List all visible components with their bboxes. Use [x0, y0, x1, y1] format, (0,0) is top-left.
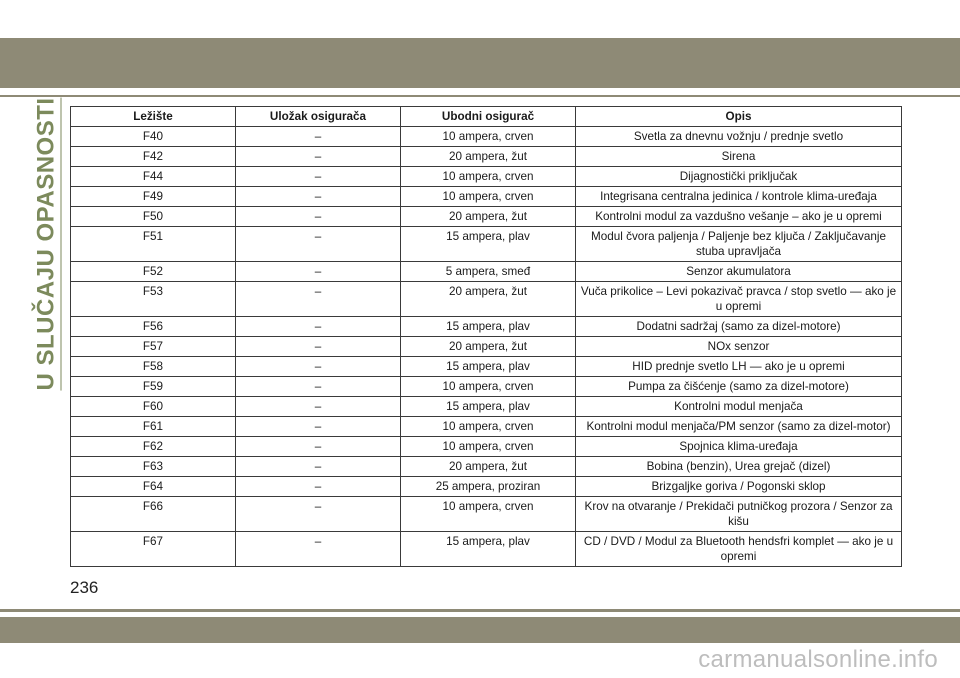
cell-slot: F59 — [71, 377, 236, 397]
cell-description: Bobina (benzin), Urea grejač (dizel) — [576, 457, 902, 477]
table-row — [71, 187, 902, 207]
cell-blade-fuse: 15 ampera, plav — [401, 532, 576, 567]
cell-description: NOx senzor — [576, 337, 902, 357]
header-ulozak: Uložak osigurača — [236, 107, 401, 127]
cell-cartridge: – — [236, 187, 401, 207]
cell-description: Vuča prikolice – Levi pokazivač pravca / stop svetlo — ako je u opremi — [576, 282, 902, 317]
cell-description: Modul čvora paljenja / Paljenje bez ključa / Zaključavanje stuba upravljača — [576, 227, 902, 262]
cell-cartridge: – — [236, 317, 401, 337]
cell-cartridge: – — [236, 377, 401, 397]
cell-slot: F52 — [71, 262, 236, 282]
cell-description: Sirena — [576, 147, 902, 167]
table-row — [71, 377, 902, 397]
cell-description: Kontrolni modul menjača/PM senzor (samo za dizel-motor) — [576, 417, 902, 437]
table-row — [71, 397, 902, 417]
cell-cartridge: – — [236, 497, 401, 532]
cell-cartridge: – — [236, 207, 401, 227]
cell-blade-fuse: 20 ampera, žut — [401, 147, 576, 167]
cell-cartridge: – — [236, 282, 401, 317]
table-row — [71, 147, 902, 167]
cell-cartridge: – — [236, 457, 401, 477]
cell-blade-fuse: 20 ampera, žut — [401, 457, 576, 477]
fuse-table — [70, 106, 902, 567]
cell-cartridge: – — [236, 357, 401, 377]
cell-slot: F49 — [71, 187, 236, 207]
cell-cartridge: – — [236, 147, 401, 167]
cell-description: Svetla za dnevnu vožnju / prednje svetlo — [576, 127, 902, 147]
cell-blade-fuse: 20 ampera, žut — [401, 282, 576, 317]
cell-description: Kontrolni modul menjača — [576, 397, 902, 417]
footer-band — [0, 617, 960, 643]
cell-blade-fuse: 15 ampera, plav — [401, 227, 576, 262]
cell-slot: F62 — [71, 437, 236, 457]
cell-slot: F63 — [71, 457, 236, 477]
cell-cartridge: – — [236, 397, 401, 417]
cell-description: Dodatni sadržaj (samo za dizel-motore) — [576, 317, 902, 337]
cell-blade-fuse: 20 ampera, žut — [401, 337, 576, 357]
table-row — [71, 357, 902, 377]
cell-slot: F44 — [71, 167, 236, 187]
table-row — [71, 262, 902, 282]
cell-blade-fuse: 10 ampera, crven — [401, 187, 576, 207]
table-row — [71, 497, 902, 532]
cell-blade-fuse: 10 ampera, crven — [401, 377, 576, 397]
table-row — [71, 127, 902, 147]
cell-blade-fuse: 20 ampera, žut — [401, 207, 576, 227]
cell-slot: F67 — [71, 532, 236, 567]
header-band — [0, 38, 960, 88]
cell-slot: F57 — [71, 337, 236, 357]
cell-blade-fuse: 10 ampera, crven — [401, 127, 576, 147]
table-row — [71, 337, 902, 357]
cell-description: HID prednje svetlo LH — ako je u opremi — [576, 357, 902, 377]
table-row — [71, 282, 902, 317]
cell-blade-fuse: 10 ampera, crven — [401, 417, 576, 437]
footer-rule — [0, 609, 960, 612]
cell-slot: F50 — [71, 207, 236, 227]
cell-description: Pumpa za čišćenje (samo za dizel-motore) — [576, 377, 902, 397]
cell-slot: F56 — [71, 317, 236, 337]
cell-blade-fuse: 10 ampera, crven — [401, 497, 576, 532]
cell-description: Krov na otvaranje / Prekidači putničkog prozora / Senzor za kišu — [576, 497, 902, 532]
header-opis: Opis — [576, 107, 902, 127]
cell-slot: F60 — [71, 397, 236, 417]
header-ubodni: Ubodni osigurač — [401, 107, 576, 127]
table-body — [71, 127, 902, 567]
cell-description: Kontrolni modul za vazdušno vešanje – ako je u opremi — [576, 207, 902, 227]
cell-slot: F53 — [71, 282, 236, 317]
cell-description: CD / DVD / Modul za Bluetooth hendsfri komplet — ako je u opremi — [576, 532, 902, 567]
cell-blade-fuse: 5 ampera, smeđ — [401, 262, 576, 282]
table-row — [71, 317, 902, 337]
cell-cartridge: – — [236, 417, 401, 437]
cell-description: Dijagnostički priključak — [576, 167, 902, 187]
cell-blade-fuse: 10 ampera, crven — [401, 167, 576, 187]
table-row — [71, 417, 902, 437]
cell-slot: F42 — [71, 147, 236, 167]
cell-cartridge: – — [236, 477, 401, 497]
cell-description: Integrisana centralna jedinica / kontrole klima-uređaja — [576, 187, 902, 207]
header-lezište: Ležište — [71, 107, 236, 127]
cell-cartridge: – — [236, 262, 401, 282]
table-row — [71, 227, 902, 262]
cell-cartridge: – — [236, 532, 401, 567]
cell-cartridge: – — [236, 167, 401, 187]
cell-blade-fuse: 15 ampera, plav — [401, 357, 576, 377]
cell-description: Spojnica klima-uređaja — [576, 437, 902, 457]
table-row — [71, 207, 902, 227]
table-row — [71, 437, 902, 457]
cell-description: Brizgaljke goriva / Pogonski sklop — [576, 477, 902, 497]
cell-slot: F64 — [71, 477, 236, 497]
cell-slot: F66 — [71, 497, 236, 532]
cell-blade-fuse: 25 ampera, proziran — [401, 477, 576, 497]
table-row — [71, 477, 902, 497]
cell-blade-fuse: 15 ampera, plav — [401, 397, 576, 417]
table-row — [71, 532, 902, 567]
cell-blade-fuse: 15 ampera, plav — [401, 317, 576, 337]
table-header-row — [71, 107, 902, 127]
cell-slot: F61 — [71, 417, 236, 437]
table-row — [71, 167, 902, 187]
cell-slot: F51 — [71, 227, 236, 262]
cell-blade-fuse: 10 ampera, crven — [401, 437, 576, 457]
cell-slot: F40 — [71, 127, 236, 147]
table-row — [71, 457, 902, 477]
cell-cartridge: – — [236, 337, 401, 357]
section-title: U SLUČAJU OPASNOSTI — [32, 97, 60, 391]
page-number: 236 — [70, 578, 99, 597]
cell-cartridge: – — [236, 437, 401, 457]
cell-cartridge: – — [236, 227, 401, 262]
header-rule — [0, 95, 960, 97]
cell-cartridge: – — [236, 127, 401, 147]
cell-slot: F58 — [71, 357, 236, 377]
watermark: carmanualsonline.info — [698, 646, 938, 673]
cell-description: Senzor akumulatora — [576, 262, 902, 282]
